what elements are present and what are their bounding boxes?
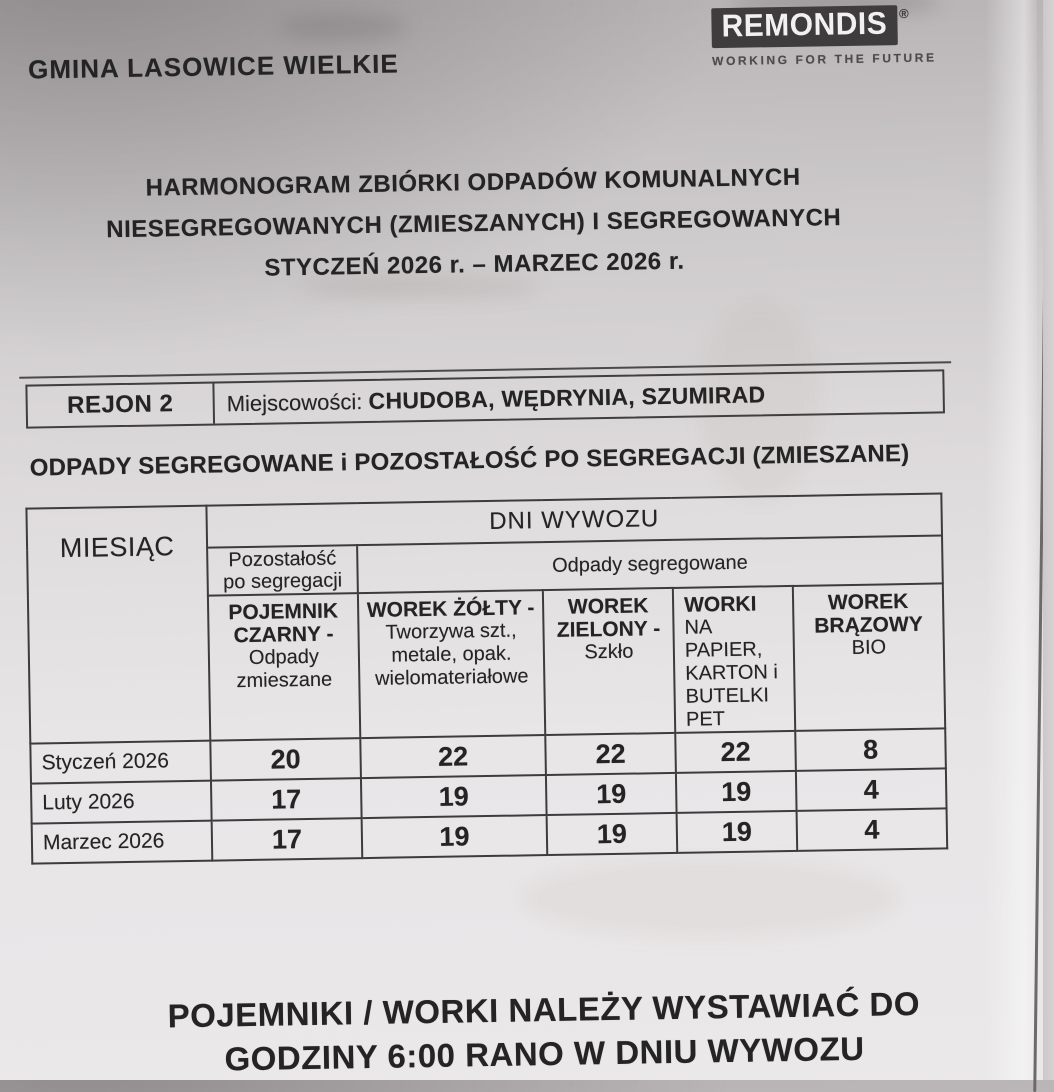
day-cell: 22 <box>545 733 676 775</box>
day-cell: 22 <box>360 735 546 778</box>
segregated-group-header: Odpady segregowane <box>357 535 943 593</box>
day-cell: 19 <box>677 811 798 853</box>
schedule-table <box>25 492 948 864</box>
column-header-yellow-bag: WOREK ŻÓŁTY - Tworzywa szt., metale, opak. wielomateriałowe <box>358 590 545 738</box>
day-cell: 19 <box>362 815 548 858</box>
column-header-paper-bags: WORKI NA PAPIER, KARTON i BUTELKI PET <box>673 586 795 733</box>
day-cell: 19 <box>547 813 678 855</box>
day-cell: 22 <box>675 731 796 773</box>
region-places <box>214 378 942 417</box>
registered-trademark-symbol: ® <box>898 5 909 22</box>
remondis-logo <box>711 5 942 68</box>
day-cell: 17 <box>211 778 362 820</box>
title-line-1: HARMONOGRAM ZBIÓRKI ODPADÓW KOMUNALNYCH <box>145 163 801 202</box>
month-column-header: MIESIĄC <box>26 506 210 744</box>
month-cell: Marzec 2026 <box>32 821 213 864</box>
title-line-2: NIESEGREGOWANYCH (ZMIESZANYCH) I SEGREGOWANYCH <box>106 204 842 244</box>
day-cell: 19 <box>546 773 677 815</box>
column-header-black-container: POJEMNIK CZARNY - Odpady zmieszane <box>208 593 360 740</box>
footer-notice <box>54 980 1035 1084</box>
logo-tagline: WORKING FOR THE FUTURE <box>711 50 937 69</box>
document-title <box>3 154 945 293</box>
title-line-3: STYCZEŃ 2026 r. – MARZEC 2026 r. <box>264 247 685 282</box>
month-cell: Luty 2026 <box>31 781 212 824</box>
day-cell: 4 <box>797 808 948 850</box>
day-cell: 17 <box>212 818 363 860</box>
day-cell: 19 <box>676 771 797 813</box>
section-heading: ODPADY SEGREGOWANE i POZOSTAŁOŚĆ PO SEGREGACJI (ZMIESZANE) <box>29 439 910 482</box>
day-cell: 8 <box>795 728 946 770</box>
day-cell: 4 <box>796 768 947 810</box>
footer-notice-line-2: GODZINY 6:00 RANO W DNIU WYWOZU <box>224 1029 865 1078</box>
collection-days-header: DNI WYWOZU <box>206 493 942 547</box>
region-box <box>25 369 945 428</box>
places-value: CHUDOBA, WĘDRYNIA, SZUMIRAD <box>368 380 766 414</box>
month-cell: Styczeń 2026 <box>30 741 211 784</box>
remondis-logo-box: REMONDIS <box>711 5 897 48</box>
residual-group-header: Pozostałość po segregacji <box>207 545 358 595</box>
column-header-brown-bag: WOREK BRĄZOWY BIO <box>793 583 945 730</box>
places-label: Miejscowości: <box>226 388 363 416</box>
day-cell: 20 <box>210 738 361 780</box>
footer-notice-line-1: POJEMNIKI / WORKI NALEŻY WYSTAWIAĆ DO <box>167 984 921 1035</box>
municipality-title: GMINA LASOWICE WIELKIE <box>27 48 399 85</box>
paper-edge-highlight <box>985 0 1037 1080</box>
region-label: REJON 2 <box>27 383 215 426</box>
column-header-green-bag: WOREK ZIELONY - Szkło <box>543 588 675 735</box>
day-cell: 19 <box>361 775 547 818</box>
paper-edge-strip <box>1043 0 1054 1080</box>
